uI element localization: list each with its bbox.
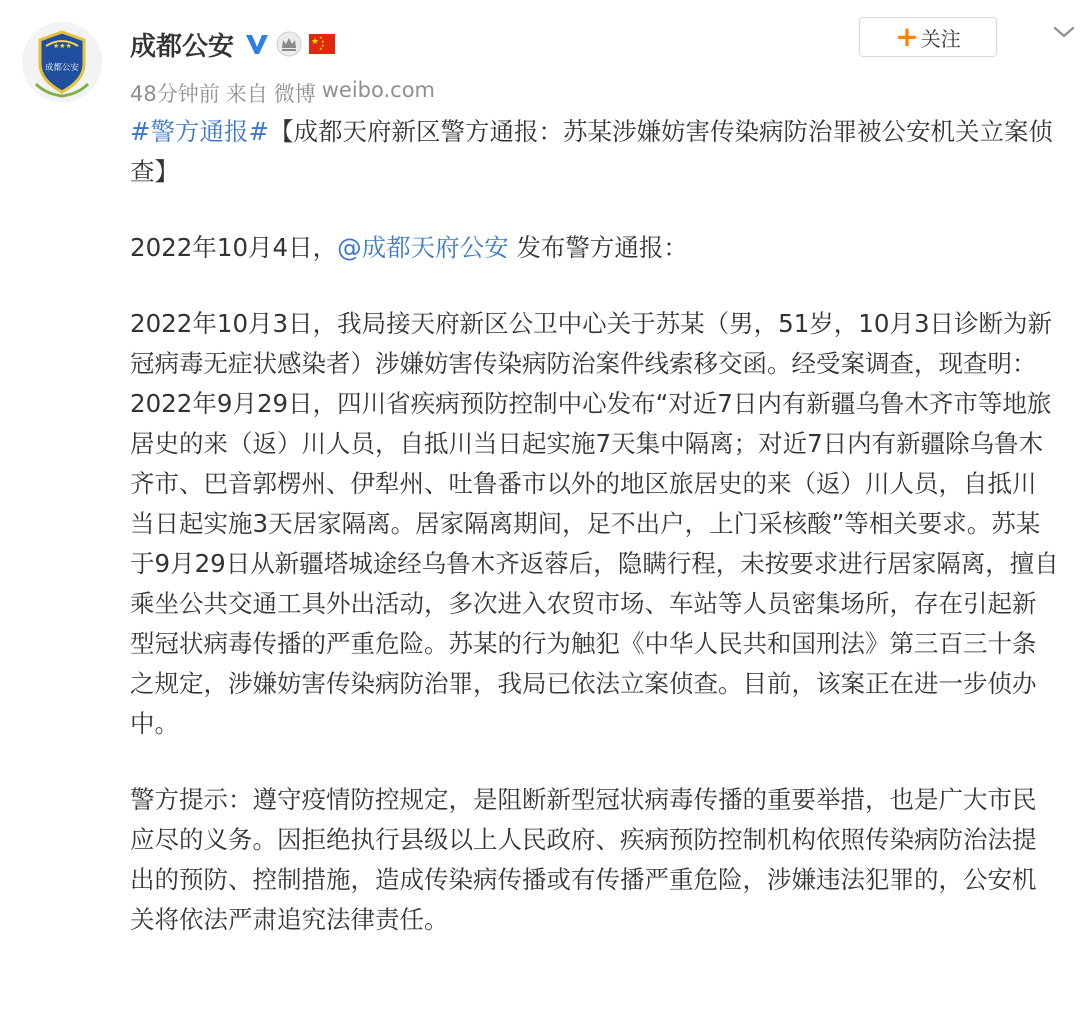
announcement-paragraph (130, 228, 1060, 268)
avatar-label: 成都公安 (44, 63, 80, 73)
svg-text:★: ★ (319, 46, 323, 51)
svg-text:★: ★ (319, 35, 323, 40)
china-flag-icon[interactable] (308, 33, 336, 55)
verified-v-icon[interactable] (244, 32, 270, 56)
account-name[interactable]: 成都公安 (130, 31, 235, 62)
post-title: 【成都天府新区警方通报：苏某涉嫌妨害传染病防治罪被公安机关立案侦查】 (130, 117, 1054, 186)
post-time[interactable]: 48分钟前 (130, 82, 220, 106)
svg-text:★★★: ★★★ (53, 42, 72, 50)
source-app[interactable]: 微博 (273, 82, 316, 106)
crown-icon[interactable] (276, 31, 302, 57)
post-meta (130, 78, 435, 108)
announcement-date: 2022年10月4日， (130, 233, 338, 262)
follow-label: 关注 (920, 26, 961, 51)
announcement-text: 发布警方通报： (508, 233, 688, 262)
avatar[interactable] (22, 22, 102, 102)
svg-text:★: ★ (311, 37, 320, 47)
svg-text:★: ★ (321, 39, 325, 44)
post-content (130, 112, 1060, 940)
chevron-down-icon[interactable] (1052, 22, 1076, 42)
source-prefix: 来自 (225, 82, 268, 106)
police-tip-paragraph: 警方提示：遵守疫情防控规定，是阻断新型冠状病毒传播的重要举措，也是广大市民应尽的义务。因拒绝执行县级以上人民政府、疾病预防控制机构依照传染病防治法提出的预防、控制措施，造成传染病传播或有传播严重危险，涉嫌违法犯罪的，公安机关将依法严肃追究法律责任。 (130, 785, 1037, 934)
post-title-paragraph (130, 112, 1060, 192)
mention-link[interactable]: @成都天府公安 (337, 233, 509, 262)
account-header (130, 26, 336, 62)
source-domain[interactable]: weibo.com (321, 78, 435, 102)
follow-button[interactable] (859, 17, 997, 57)
hashtag-link[interactable]: #警方通报# (130, 117, 270, 146)
body-paragraph: 2022年10月3日，我局接天府新区公卫中心关于苏某（男，51岁，10月3日诊断为新冠病毒无症状感染者）涉嫌妨害传染病防治案件线索移交函。经受案调查，现查明：2022年9月29日，四川省疾病预防控制中心发布“对近7日内有新疆乌鲁木齐市等地旅居史的来（返）川人员，自抵川当日起实施7天集中隔离；对近7日内有新疆除乌鲁木齐市、巴音郭楞州、伊犁州、吐鲁番市以外的地区旅居史的来（返）川人员，自抵川当日起实施3天居家隔离。居家隔离期间，足不出户，上门采核酸”等相关要求。苏某于9月29日从新疆塔城途经乌鲁木齐返蓉后，隐瞒行程，未按要求进行居家隔离，擅自乘坐公共交通工具外出活动，多次进入农贸市场、车站等人员密集场所，存在引起新型冠状病毒传播的严重危险。苏某的行为触犯《中华人民共和国刑法》第三百三十条之规定，涉嫌妨害传染病防治罪，我局已依法立案侦查。目前，该案正在进一步侦办中。 (130, 309, 1059, 738)
svg-text:★: ★ (321, 43, 325, 48)
plus-icon: + (895, 20, 919, 53)
police-badge-icon (22, 22, 102, 102)
